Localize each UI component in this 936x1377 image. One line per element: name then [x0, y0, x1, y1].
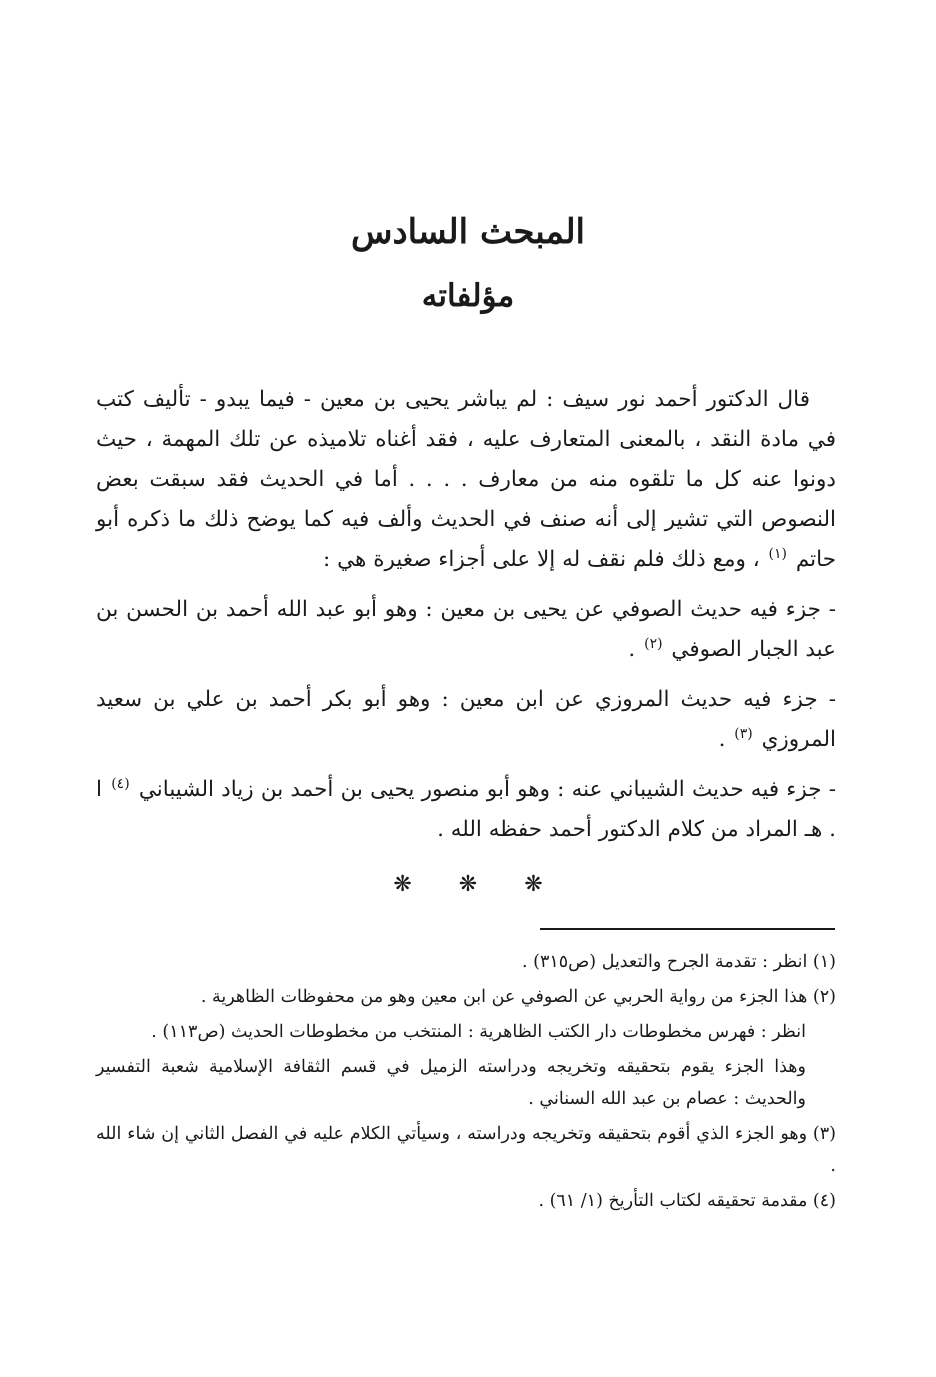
footnote-ref-1: (١): [768, 545, 788, 562]
footnotes: [96, 946, 836, 1220]
footnote-2-continuation: انظر : فهرس مخطوطات دار الكتب الظاهرية : المنتخب من مخطوطات الحديث (ص١١٣) .: [151, 1022, 806, 1042]
list-item-text: - جزء فيه حديث الصوفي عن يحيى بن معين : وهو أبو عبد الله أحمد بن الحسن بن عبد الجبار الصوفي: [96, 597, 836, 662]
list-item-text: - جزء فيه حديث المروزي عن ابن معين : وهو أبو بكر أحمد بن علي بن سعيد المروزي: [96, 687, 836, 752]
main-text: [96, 380, 836, 860]
section-subtitle: مؤلفاته: [421, 278, 515, 314]
footnote-ref-3: (٣): [734, 725, 753, 742]
list-item-tail: .: [628, 637, 636, 662]
footnote-divider: [540, 928, 835, 930]
section-title: المبحث السادس: [350, 212, 586, 252]
list-item-text: - جزء فيه حديث الشيباني عنه : وهو أبو منصور يحيى بن أحمد بن زياد الشيباني: [138, 777, 836, 802]
list-item: [96, 770, 836, 850]
paragraph-intro-tail: ، ومع ذلك فلم نقف له إلا على أجزاء صغيرة هي :: [323, 547, 760, 572]
footnote-2: (٢) هذا الجزء من رواية الحربي عن الصوفي عن ابن معين وهو من محفوظات الظاهرية .: [200, 987, 836, 1007]
list-item: [96, 590, 836, 670]
list-item-tail: ا . هـ المراد من كلام الدكتور أحمد حفظه الله .: [96, 777, 836, 842]
list-item: [96, 680, 836, 760]
footnote-3: (٣) وهو الجزء الذي أقوم بتحقيقه وتخريجه ودراسته ، وسيأتي الكلام عليه في الفصل الثاني إن شاء الله .: [96, 1124, 836, 1176]
footnote-ref-4: (٤): [111, 775, 130, 792]
list-item-tail: .: [718, 727, 726, 752]
footnote-1: (١) انظر : تقدمة الجرح والتعديل (ص٣١٥) .: [521, 952, 836, 972]
section-separator: ❋ ❋ ❋: [393, 872, 543, 897]
paragraph-intro: [96, 380, 836, 580]
footnote-4: (٤) مقدمة تحقيقه لكتاب التأريخ (١/ ٦١) .: [538, 1191, 836, 1211]
footnote-2-continuation: وهذا الجزء يقوم بتحقيقه وتخريجه ودراسته الزميل في قسم الثقافة الإسلامية شعبة التفسير والحديث : عصام بن عبد الله السناني .: [96, 1057, 806, 1109]
paragraph-intro-text: قال الدكتور أحمد نور سيف : لم يباشر يحيى بن معين - فيما يبدو - تأليف كتب في مادة النقد ، بالمعنى المتعارف عليه ، فقد أغناه تلاميذه عن تلك المهمة ، حيث دونوا عنه كل ما تلقوه منه من معارف . . . . أما في الحديث فقد سبقت بعض النصوص التي تشير إلى أنه صنف في الحديث وألف فيه كما يوضح ذلك ما ذكره أبو حاتم: [96, 387, 836, 572]
footnote-ref-2: (٢): [644, 635, 663, 652]
